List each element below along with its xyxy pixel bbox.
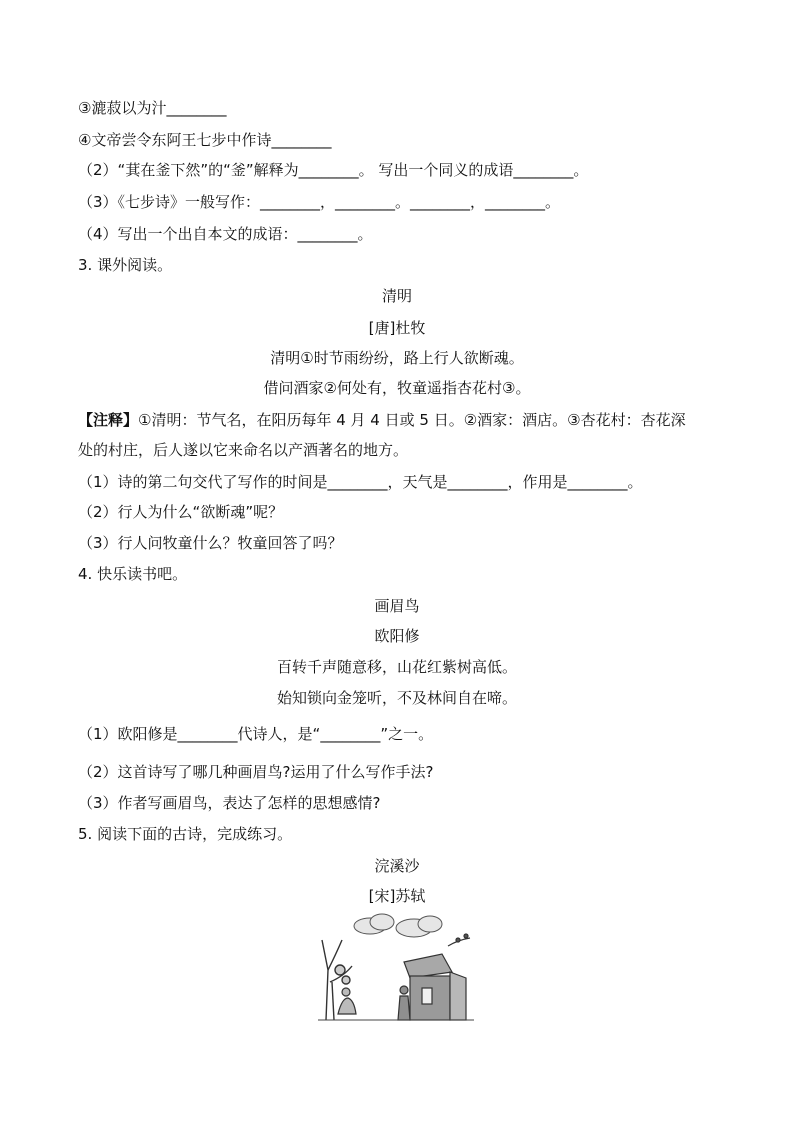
note-text-1: ①清明：节气名，在阳历每年 4 月 4 日或 5 日。②酒家：酒店。③杏花村：杏花深 [138,411,686,429]
seated-person-icon [338,988,356,1014]
standing-person-icon [398,986,410,1020]
poem-line-huameiniao-2: 始知锁向金笼听，不及林间自在啼。 [276,689,517,707]
cloud-icon [354,914,442,937]
question-4-sub-2: （2）这首诗写了哪几种画眉鸟?运用了什么写作手法? [78,763,434,781]
poem-title-huameiniao: 画眉鸟 [374,597,420,615]
thatched-house-icon [404,954,466,1020]
poem-author-huanxisha: [宋]苏轼 [368,887,426,905]
branch-icon [448,934,470,946]
question-2-sub-4: （4）写出一个出自本文的成语：________。 [78,225,373,243]
note-label: 【注释】 [78,411,139,429]
note-line-2: 处的村庄，后人遂以它来命名以产酒著名的地方。 [78,441,409,459]
poem-title-qingming: 清明 [381,287,412,305]
poem-author-qingming: [唐]杜牧 [368,319,426,337]
note-line-1 [78,410,686,430]
poem-line-qingming-2: 借问酒家②何处有，牧童遥指杏花村③。 [263,379,531,397]
question-4-sub-3: （3）作者写画眉鸟，表达了怎样的思想感情? [78,794,381,812]
question-2-item-4: ④文帝尝令东阿王七步中作诗________ [78,131,332,149]
question-3-sub-3: （3）行人问牧童什么？牧童回答了吗？ [78,534,343,552]
village-scene-illustration [318,910,474,1026]
question-4-heading: 4. 快乐读书吧。 [78,565,188,583]
question-2-sub-3: （3）《七步诗》一般写作：________，________。________，________。 [78,193,561,211]
question-3-sub-2: （2）行人为什么“欲断魂”呢？ [78,503,284,521]
question-2-item-3: ③漉菽以为汁________ [78,99,227,117]
question-3-sub-1: （1）诗的第二句交代了写作的时间是________，天气是________，作用是________。 [78,473,643,491]
poem-author-huameiniao: 欧阳修 [374,627,420,645]
question-2-sub-2: （2）“萁在釜下然”的“釜”解释为________。 写出一个同义的成语________。 [78,161,589,179]
poem-line-qingming-1: 清明①时节雨纷纷，路上行人欲断魂。 [270,349,524,367]
poem-title-huanxisha: 浣溪沙 [374,857,420,875]
poem-line-huameiniao-1: 百转千声随意移，山花红紫树高低。 [276,658,517,676]
question-5-heading: 5. 阅读下面的古诗，完成练习。 [78,825,293,843]
question-4-sub-1: （1）欧阳修是________代诗人，是“________”之一。 [78,725,434,743]
question-3-heading: 3. 课外阅读。 [78,256,173,274]
